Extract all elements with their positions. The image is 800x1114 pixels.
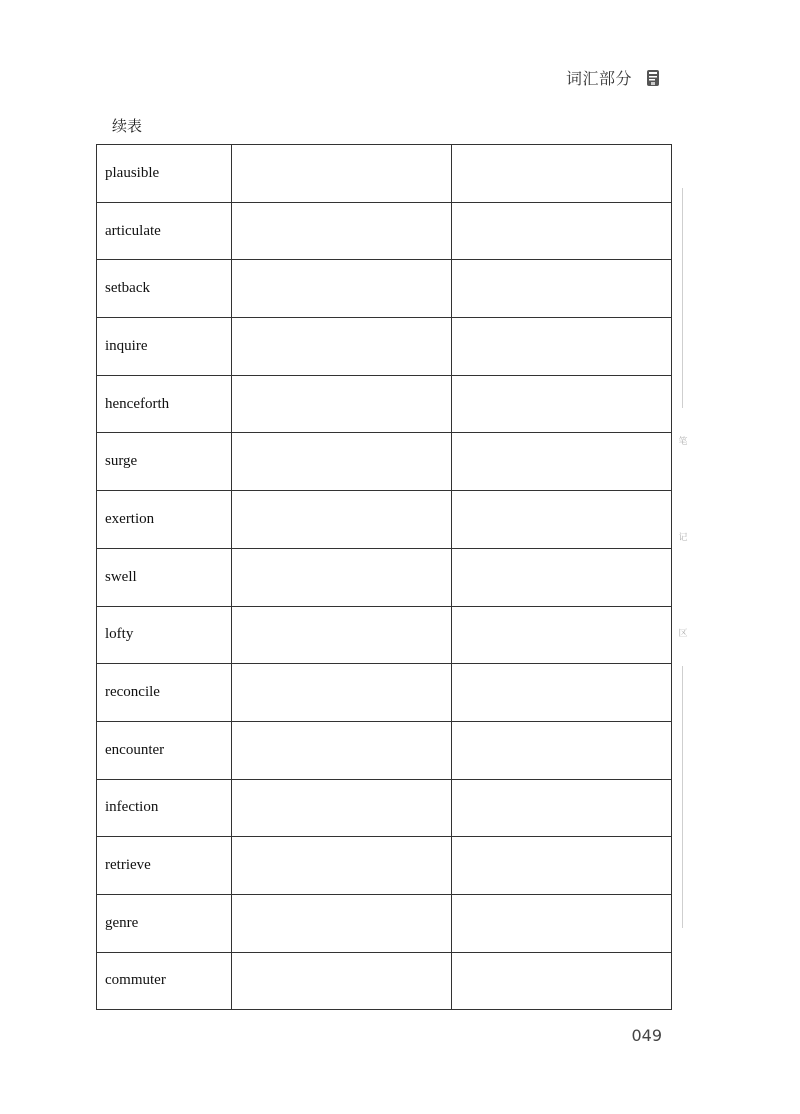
section-title: 词汇部分 bbox=[565, 69, 632, 88]
continued-label: 续表 bbox=[112, 117, 143, 135]
word-cell: infection bbox=[97, 779, 232, 837]
answer-cell bbox=[452, 433, 672, 491]
answer-cell bbox=[232, 894, 452, 952]
answer-cell bbox=[232, 664, 452, 722]
table-row bbox=[97, 548, 672, 606]
answer-cell bbox=[452, 375, 672, 433]
answer-cell bbox=[232, 952, 452, 1010]
word-cell: commuter bbox=[97, 952, 232, 1010]
table-row bbox=[97, 375, 672, 433]
answer-cell bbox=[452, 894, 672, 952]
answer-cell bbox=[232, 491, 452, 549]
vocab-table bbox=[96, 144, 672, 1010]
table-row bbox=[97, 952, 672, 1010]
table-row bbox=[97, 837, 672, 895]
word-cell: retrieve bbox=[97, 837, 232, 895]
vocab-table-body bbox=[97, 145, 672, 1010]
table-row bbox=[97, 491, 672, 549]
answer-cell bbox=[452, 779, 672, 837]
answer-cell bbox=[452, 145, 672, 203]
answer-cell bbox=[232, 548, 452, 606]
notes-rail-line-bottom bbox=[682, 666, 683, 928]
notes-rail-char: 笔 bbox=[678, 437, 688, 447]
book-icon bbox=[646, 69, 660, 87]
answer-cell bbox=[452, 952, 672, 1010]
answer-cell bbox=[452, 260, 672, 318]
answer-cell bbox=[452, 318, 672, 376]
word-cell: articulate bbox=[97, 202, 232, 260]
answer-cell bbox=[452, 664, 672, 722]
table-row bbox=[97, 606, 672, 664]
word-cell: plausible bbox=[97, 145, 232, 203]
word-cell: genre bbox=[97, 894, 232, 952]
answer-cell bbox=[452, 606, 672, 664]
notes-rail bbox=[676, 188, 690, 928]
notes-rail-char: 记 bbox=[678, 533, 688, 543]
table-row bbox=[97, 894, 672, 952]
answer-cell bbox=[232, 606, 452, 664]
word-cell: exertion bbox=[97, 491, 232, 549]
answer-cell bbox=[452, 202, 672, 260]
word-cell: reconcile bbox=[97, 664, 232, 722]
answer-cell bbox=[232, 318, 452, 376]
table-row bbox=[97, 433, 672, 491]
word-cell: henceforth bbox=[97, 375, 232, 433]
table-row bbox=[97, 260, 672, 318]
table-row bbox=[97, 202, 672, 260]
word-cell: lofty bbox=[97, 606, 232, 664]
answer-cell bbox=[232, 837, 452, 895]
answer-cell bbox=[232, 260, 452, 318]
answer-cell bbox=[452, 837, 672, 895]
answer-cell bbox=[232, 145, 452, 203]
answer-cell bbox=[452, 721, 672, 779]
word-cell: inquire bbox=[97, 318, 232, 376]
word-cell: encounter bbox=[97, 721, 232, 779]
word-cell: surge bbox=[97, 433, 232, 491]
table-row bbox=[97, 318, 672, 376]
answer-cell bbox=[232, 375, 452, 433]
answer-cell bbox=[232, 433, 452, 491]
answer-cell bbox=[232, 779, 452, 837]
answer-cell bbox=[452, 548, 672, 606]
notes-rail-line-top bbox=[682, 188, 683, 408]
answer-cell bbox=[232, 721, 452, 779]
table-row bbox=[97, 779, 672, 837]
notes-rail-char: 区 bbox=[678, 629, 688, 639]
table-row bbox=[97, 721, 672, 779]
running-header bbox=[566, 66, 660, 89]
word-cell: setback bbox=[97, 260, 232, 318]
page-number: 049 bbox=[631, 1026, 662, 1045]
word-cell: swell bbox=[97, 548, 232, 606]
answer-cell bbox=[452, 491, 672, 549]
answer-cell bbox=[232, 202, 452, 260]
table-row bbox=[97, 664, 672, 722]
table-row bbox=[97, 145, 672, 203]
